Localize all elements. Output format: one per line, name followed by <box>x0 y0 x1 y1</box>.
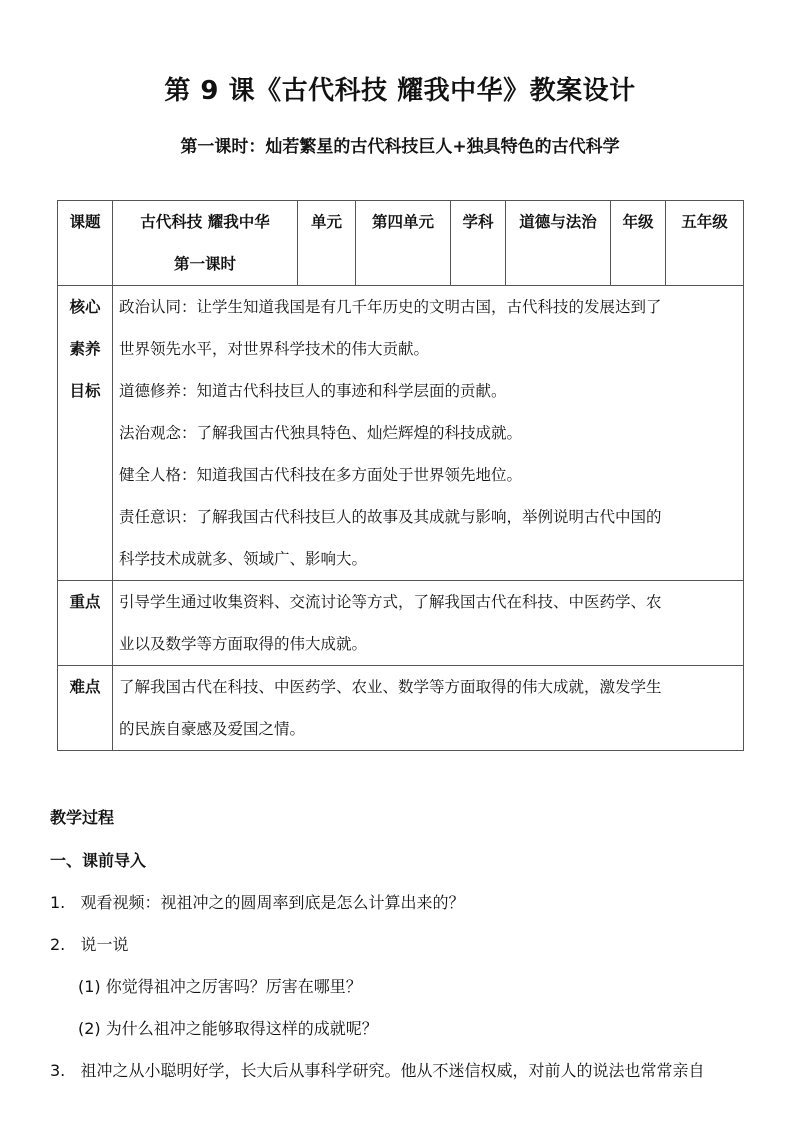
topic-value <box>113 201 298 286</box>
subject-value: 道德与法治 <box>506 201 611 286</box>
goal-line: 世界领先水平，对世界科学技术的伟大贡献。 <box>119 340 430 358</box>
list-number: (2) <box>78 1019 101 1038</box>
topic-line-1: 古代科技 耀我中华 <box>140 213 270 231</box>
list-text: 为什么祖冲之能够取得这样的成就呢？ <box>105 1019 378 1038</box>
key-line: 业以及数学等方面取得的伟大成就。 <box>119 635 368 653</box>
key-row <box>58 581 744 666</box>
list-item <box>50 932 129 955</box>
document-subtitle: 第一课时：灿若繁星的古代科技巨人+独具特色的古代科学 <box>180 137 620 157</box>
list-item <box>50 890 465 913</box>
goal-line: 科学技术成就多、领域广、影响大。 <box>119 550 368 568</box>
subject-label: 学科 <box>451 201 506 286</box>
goals-label-3: 目标 <box>69 382 101 400</box>
goals-row <box>58 286 744 581</box>
topic-line-2: 第一课时 <box>173 255 236 273</box>
goal-line: 健全人格：知道我国古代科技在多方面处于世界领先地位。 <box>119 466 523 484</box>
grade-value: 五年级 <box>666 201 744 286</box>
key-line: 引导学生通过收集资料、交流讨论等方式，了解我国古代在科技、中医药学、农 <box>119 593 662 611</box>
goal-line: 道德修养：知道古代科技巨人的事迹和科学层面的贡献。 <box>119 382 507 400</box>
list-number: (1) <box>78 977 101 996</box>
header-row <box>58 201 744 286</box>
grade-label: 年级 <box>611 201 666 286</box>
goal-line: 法治观念：了解我国古代独具特色、灿烂辉煌的科技成就。 <box>119 424 523 442</box>
unit-value: 第四单元 <box>356 201 451 286</box>
key-label: 重点 <box>58 581 113 666</box>
process-heading: 教学过程 <box>50 808 115 827</box>
difficult-row <box>58 666 744 751</box>
difficult-content <box>113 666 744 751</box>
difficult-line: 了解我国古代在科技、中医药学、农业、数学等方面取得的伟大成就，激发学生 <box>119 678 662 696</box>
goals-content <box>113 286 744 581</box>
list-item <box>78 1016 378 1039</box>
difficult-line: 的民族自豪感及爱国之情。 <box>119 720 306 738</box>
goals-label-2: 素养 <box>69 340 101 358</box>
list-text: 说一说 <box>80 935 129 954</box>
lesson-plan-table <box>57 200 744 751</box>
section-1-heading: 一、课前导入 <box>50 851 147 870</box>
goal-line: 责任意识：了解我国古代科技巨人的故事及其成就与影响，举例说明古代中国的 <box>119 508 662 526</box>
list-number: 2. <box>50 935 66 954</box>
list-item <box>50 1058 705 1081</box>
unit-label: 单元 <box>298 201 356 286</box>
document-title: 第 9 课《古代科技 耀我中华》教案设计 <box>164 76 636 106</box>
goals-label-1: 核心 <box>69 298 101 316</box>
list-item <box>78 974 362 997</box>
list-number: 1. <box>50 893 66 912</box>
list-text: 观看视频：视祖冲之的圆周率到底是怎么计算出来的？ <box>80 893 465 912</box>
list-text: 你觉得祖冲之厉害吗？厉害在哪里？ <box>105 977 362 996</box>
goal-line: 政治认同：让学生知道我国是有几千年历史的文明古国，古代科技的发展达到了 <box>119 298 662 316</box>
difficult-label: 难点 <box>58 666 113 751</box>
list-text: 祖冲之从小聪明好学，长大后从事科学研究。他从不迷信权威，对前人的说法也常常亲自 <box>80 1061 705 1080</box>
key-content <box>113 581 744 666</box>
topic-label: 课题 <box>58 201 113 286</box>
list-number: 3. <box>50 1061 66 1080</box>
goals-label <box>58 286 113 581</box>
